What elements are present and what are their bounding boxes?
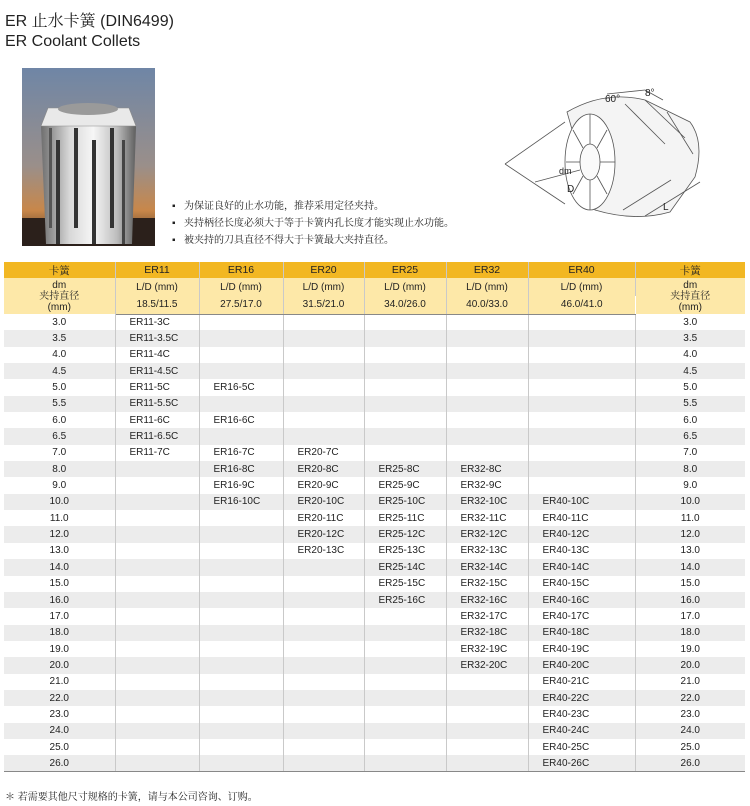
size-cell-left: 18.0 xyxy=(4,625,115,641)
part-number-cell: ER40-12C xyxy=(528,526,635,542)
table-row xyxy=(4,461,745,477)
part-number-cell xyxy=(115,755,199,771)
part-number-cell: ER11-4.5C xyxy=(115,363,199,379)
part-number-cell: ER32-10C xyxy=(446,494,528,510)
part-number-cell xyxy=(283,330,364,346)
table-row xyxy=(4,363,745,379)
part-number-cell xyxy=(115,674,199,690)
size-cell-left: 10.0 xyxy=(4,494,115,510)
part-number-cell xyxy=(115,625,199,641)
table-row xyxy=(4,674,745,690)
ld-label: L/D (mm) xyxy=(446,278,528,296)
part-number-cell: ER16-5C xyxy=(199,379,283,395)
part-number-cell: ER40-11C xyxy=(528,510,635,526)
ld-value: 46.0/41.0 xyxy=(528,296,635,314)
part-number-cell xyxy=(199,657,283,673)
size-cell-left: 7.0 xyxy=(4,445,115,461)
size-cell-right: 25.0 xyxy=(635,739,745,755)
part-number-cell: ER32-17C xyxy=(446,608,528,624)
part-number-cell: ER32-18C xyxy=(446,625,528,641)
part-number-cell xyxy=(364,396,446,412)
part-number-cell xyxy=(364,739,446,755)
part-number-cell: ER40-10C xyxy=(528,494,635,510)
ld-label: L/D (mm) xyxy=(283,278,364,296)
part-number-cell xyxy=(199,526,283,542)
size-cell-right: 22.0 xyxy=(635,690,745,706)
size-cell-left: 12.0 xyxy=(4,526,115,542)
table-row xyxy=(4,510,745,526)
table-row xyxy=(4,428,745,444)
size-cell-right: 3.5 xyxy=(635,330,745,346)
size-cell-left: 5.5 xyxy=(4,396,115,412)
part-number-cell xyxy=(446,363,528,379)
part-number-cell: ER20-7C xyxy=(283,445,364,461)
size-cell-left: 4.5 xyxy=(4,363,115,379)
part-number-cell xyxy=(364,706,446,722)
table-row xyxy=(4,379,745,395)
part-number-cell xyxy=(446,690,528,706)
angle-8-label: 8° xyxy=(645,88,655,99)
size-cell-right: 8.0 xyxy=(635,461,745,477)
part-number-cell xyxy=(199,739,283,755)
notes-list xyxy=(172,198,454,249)
part-number-cell xyxy=(199,706,283,722)
size-cell-right: 19.0 xyxy=(635,641,745,657)
left-collet-header: 卡簧 xyxy=(4,262,115,278)
part-number-cell: ER40-13C xyxy=(528,543,635,559)
size-cell-left: 6.0 xyxy=(4,412,115,428)
table-row xyxy=(4,625,745,641)
part-number-cell xyxy=(199,330,283,346)
part-number-cell: ER40-25C xyxy=(528,739,635,755)
page-title-cn: ER 止水卡簧 (DIN6499) xyxy=(5,13,174,30)
part-number-cell xyxy=(528,477,635,493)
ld-label: L/D (mm) xyxy=(199,278,283,296)
table-row xyxy=(4,412,745,428)
part-number-cell xyxy=(199,723,283,739)
part-number-cell xyxy=(283,706,364,722)
part-number-cell xyxy=(283,428,364,444)
footnote: ＊ 若需要其他尺寸规格的卡簧，请与本公司咨询、订购。 xyxy=(5,792,258,803)
series-header-er20: ER20 xyxy=(283,262,364,278)
part-number-cell xyxy=(199,592,283,608)
diameter-dm-label: dm xyxy=(559,166,572,176)
part-number-cell xyxy=(115,576,199,592)
size-cell-right: 7.0 xyxy=(635,445,745,461)
part-number-cell xyxy=(364,330,446,346)
part-number-cell xyxy=(283,608,364,624)
part-number-cell xyxy=(115,641,199,657)
part-number-cell xyxy=(199,559,283,575)
part-number-cell xyxy=(364,657,446,673)
part-number-cell xyxy=(283,657,364,673)
size-cell-right: 5.5 xyxy=(635,396,745,412)
size-cell-right: 5.0 xyxy=(635,379,745,395)
part-number-cell xyxy=(115,690,199,706)
size-cell-right: 6.5 xyxy=(635,428,745,444)
size-cell-left: 11.0 xyxy=(4,510,115,526)
part-number-cell xyxy=(528,461,635,477)
part-number-cell xyxy=(199,625,283,641)
part-number-cell xyxy=(446,755,528,771)
table-row xyxy=(4,739,745,755)
table-row xyxy=(4,559,745,575)
part-number-cell xyxy=(283,723,364,739)
part-number-cell xyxy=(446,706,528,722)
ld-label: L/D (mm) xyxy=(528,278,635,296)
collet-spec-table xyxy=(4,262,745,772)
part-number-cell xyxy=(528,428,635,444)
part-number-cell xyxy=(364,314,446,330)
part-number-cell xyxy=(446,412,528,428)
table-row xyxy=(4,494,745,510)
size-cell-left: 22.0 xyxy=(4,690,115,706)
part-number-cell: ER11-3.5C xyxy=(115,330,199,346)
note-item: ▪ 夹持柄径长度必须大于等于卡簧内孔长度才能实现止水功能。 xyxy=(172,215,454,232)
size-cell-right: 9.0 xyxy=(635,477,745,493)
size-cell-left: 19.0 xyxy=(4,641,115,657)
part-number-cell: ER20-9C xyxy=(283,477,364,493)
part-number-cell: ER16-8C xyxy=(199,461,283,477)
table-row xyxy=(4,592,745,608)
part-number-cell xyxy=(199,608,283,624)
part-number-cell xyxy=(283,363,364,379)
bullet-icon: ▪ xyxy=(172,218,176,229)
series-header-er11: ER11 xyxy=(115,262,199,278)
part-number-cell: ER40-14C xyxy=(528,559,635,575)
angle-60-label: 60° xyxy=(605,94,621,105)
size-cell-right: 11.0 xyxy=(635,510,745,526)
part-number-cell: ER20-13C xyxy=(283,543,364,559)
part-number-cell: ER40-19C xyxy=(528,641,635,657)
part-number-cell: ER16-10C xyxy=(199,494,283,510)
part-number-cell xyxy=(446,330,528,346)
part-number-cell: ER40-23C xyxy=(528,706,635,722)
part-number-cell: ER40-17C xyxy=(528,608,635,624)
part-number-cell: ER40-24C xyxy=(528,723,635,739)
part-number-cell xyxy=(115,608,199,624)
part-number-cell: ER40-26C xyxy=(528,755,635,771)
part-number-cell xyxy=(283,625,364,641)
ld-value: 18.5/11.5 xyxy=(115,296,199,314)
part-number-cell: ER32-12C xyxy=(446,526,528,542)
table-row xyxy=(4,347,745,363)
part-number-cell xyxy=(528,396,635,412)
part-number-cell xyxy=(364,347,446,363)
part-number-cell xyxy=(199,543,283,559)
part-number-cell xyxy=(115,526,199,542)
part-number-cell xyxy=(446,428,528,444)
ld-value: 27.5/17.0 xyxy=(199,296,283,314)
length-L-label: L xyxy=(663,202,669,213)
part-number-cell xyxy=(115,723,199,739)
page-title-en: ER Coolant Collets xyxy=(5,33,141,50)
part-number-cell xyxy=(446,314,528,330)
part-number-cell xyxy=(528,347,635,363)
ld-value: 40.0/33.0 xyxy=(446,296,528,314)
bullet-icon: ▪ xyxy=(172,235,176,246)
part-number-cell xyxy=(528,445,635,461)
size-cell-right: 12.0 xyxy=(635,526,745,542)
part-number-cell: ER32-14C xyxy=(446,559,528,575)
ld-value-row xyxy=(4,296,745,314)
part-number-cell xyxy=(283,755,364,771)
right-collet-header: 卡簧 xyxy=(635,262,745,278)
ld-label: L/D (mm) xyxy=(364,278,446,296)
part-number-cell xyxy=(364,379,446,395)
table-row xyxy=(4,314,745,330)
part-number-cell: ER20-11C xyxy=(283,510,364,526)
part-number-cell xyxy=(115,543,199,559)
size-cell-left: 3.5 xyxy=(4,330,115,346)
size-cell-left: 5.0 xyxy=(4,379,115,395)
part-number-cell: ER11-5C xyxy=(115,379,199,395)
part-number-cell: ER11-7C xyxy=(115,445,199,461)
part-number-cell: ER25-13C xyxy=(364,543,446,559)
part-number-cell xyxy=(528,314,635,330)
part-number-cell xyxy=(199,690,283,706)
size-cell-left: 25.0 xyxy=(4,739,115,755)
size-cell-right: 24.0 xyxy=(635,723,745,739)
size-cell-right: 20.0 xyxy=(635,657,745,673)
part-number-cell: ER32-15C xyxy=(446,576,528,592)
part-number-cell xyxy=(446,674,528,690)
part-number-cell: ER25-14C xyxy=(364,559,446,575)
part-number-cell xyxy=(364,723,446,739)
part-number-cell xyxy=(199,641,283,657)
part-number-cell: ER11-4C xyxy=(115,347,199,363)
part-number-cell xyxy=(446,379,528,395)
part-number-cell: ER40-18C xyxy=(528,625,635,641)
size-cell-left: 6.5 xyxy=(4,428,115,444)
table-row xyxy=(4,576,745,592)
part-number-cell xyxy=(283,396,364,412)
size-cell-right: 4.0 xyxy=(635,347,745,363)
part-number-cell xyxy=(115,706,199,722)
size-cell-left: 15.0 xyxy=(4,576,115,592)
left-size-header: dm 夹持直径 (mm) xyxy=(4,278,115,314)
size-cell-right: 3.0 xyxy=(635,314,745,330)
table-row xyxy=(4,723,745,739)
part-number-cell: ER25-11C xyxy=(364,510,446,526)
part-number-cell xyxy=(528,363,635,379)
part-number-cell xyxy=(283,592,364,608)
table-row xyxy=(4,445,745,461)
size-cell-right: 13.0 xyxy=(635,543,745,559)
part-number-cell xyxy=(283,576,364,592)
part-number-cell: ER20-12C xyxy=(283,526,364,542)
part-number-cell: ER25-15C xyxy=(364,576,446,592)
size-cell-right: 21.0 xyxy=(635,674,745,690)
part-number-cell: ER20-8C xyxy=(283,461,364,477)
series-header-er25: ER25 xyxy=(364,262,446,278)
part-number-cell xyxy=(283,690,364,706)
size-cell-right: 18.0 xyxy=(635,625,745,641)
size-cell-right: 23.0 xyxy=(635,706,745,722)
part-number-cell xyxy=(283,412,364,428)
part-number-cell: ER11-6.5C xyxy=(115,428,199,444)
part-number-cell xyxy=(283,739,364,755)
part-number-cell xyxy=(115,657,199,673)
series-header-er16: ER16 xyxy=(199,262,283,278)
part-number-cell: ER32-19C xyxy=(446,641,528,657)
table-row xyxy=(4,477,745,493)
part-number-cell xyxy=(446,347,528,363)
part-number-cell: ER25-9C xyxy=(364,477,446,493)
part-number-cell xyxy=(364,445,446,461)
size-cell-left: 23.0 xyxy=(4,706,115,722)
part-number-cell xyxy=(199,510,283,526)
part-number-cell xyxy=(528,330,635,346)
part-number-cell xyxy=(199,674,283,690)
ld-value: 34.0/26.0 xyxy=(364,296,446,314)
size-cell-left: 4.0 xyxy=(4,347,115,363)
part-number-cell xyxy=(446,445,528,461)
part-number-cell: ER32-13C xyxy=(446,543,528,559)
part-number-cell: ER16-9C xyxy=(199,477,283,493)
part-number-cell xyxy=(199,347,283,363)
size-cell-right: 15.0 xyxy=(635,576,745,592)
part-number-cell xyxy=(199,428,283,444)
table-row xyxy=(4,706,745,722)
part-number-cell xyxy=(199,363,283,379)
size-cell-left: 14.0 xyxy=(4,559,115,575)
part-number-cell: ER32-9C xyxy=(446,477,528,493)
part-number-cell xyxy=(364,674,446,690)
table-row xyxy=(4,755,745,771)
size-cell-right: 17.0 xyxy=(635,608,745,624)
size-cell-left: 13.0 xyxy=(4,543,115,559)
part-number-cell: ER40-15C xyxy=(528,576,635,592)
size-cell-left: 21.0 xyxy=(4,674,115,690)
part-number-cell xyxy=(364,608,446,624)
size-cell-right: 14.0 xyxy=(635,559,745,575)
collet-dimension-diagram xyxy=(495,82,725,222)
size-cell-left: 9.0 xyxy=(4,477,115,493)
size-cell-left: 26.0 xyxy=(4,755,115,771)
part-number-cell xyxy=(364,412,446,428)
table-row xyxy=(4,690,745,706)
part-number-cell xyxy=(446,396,528,412)
part-number-cell: ER32-11C xyxy=(446,510,528,526)
part-number-cell xyxy=(115,592,199,608)
size-cell-right: 16.0 xyxy=(635,592,745,608)
part-number-cell: ER20-10C xyxy=(283,494,364,510)
part-number-cell xyxy=(115,510,199,526)
part-number-cell xyxy=(283,559,364,575)
part-number-cell: ER25-10C xyxy=(364,494,446,510)
size-cell-left: 16.0 xyxy=(4,592,115,608)
part-number-cell: ER25-16C xyxy=(364,592,446,608)
part-number-cell: ER16-7C xyxy=(199,445,283,461)
bullet-icon: ▪ xyxy=(172,201,176,212)
size-cell-left: 3.0 xyxy=(4,314,115,330)
series-header-row xyxy=(4,262,745,278)
part-number-cell xyxy=(364,363,446,379)
part-number-cell: ER40-16C xyxy=(528,592,635,608)
part-number-cell xyxy=(528,412,635,428)
table-row xyxy=(4,608,745,624)
collet-photo xyxy=(22,68,155,246)
part-number-cell: ER40-22C xyxy=(528,690,635,706)
part-number-cell xyxy=(364,428,446,444)
part-number-cell: ER11-6C xyxy=(115,412,199,428)
table-row xyxy=(4,526,745,542)
table-row xyxy=(4,396,745,412)
series-header-er32: ER32 xyxy=(446,262,528,278)
size-cell-right: 26.0 xyxy=(635,755,745,771)
table-row xyxy=(4,543,745,559)
size-cell-left: 17.0 xyxy=(4,608,115,624)
size-cell-right: 6.0 xyxy=(635,412,745,428)
note-item: ▪ 为保证良好的止水功能，推荐采用定径夹持。 xyxy=(172,198,454,215)
part-number-cell xyxy=(199,576,283,592)
part-number-cell xyxy=(283,379,364,395)
part-number-cell: ER32-20C xyxy=(446,657,528,673)
part-number-cell: ER40-20C xyxy=(528,657,635,673)
part-number-cell: ER40-21C xyxy=(528,674,635,690)
part-number-cell: ER32-8C xyxy=(446,461,528,477)
table-row xyxy=(4,641,745,657)
size-cell-left: 20.0 xyxy=(4,657,115,673)
part-number-cell xyxy=(115,494,199,510)
series-header-er40: ER40 xyxy=(528,262,635,278)
part-number-cell xyxy=(446,723,528,739)
ld-label: L/D (mm) xyxy=(115,278,199,296)
part-number-cell xyxy=(364,755,446,771)
ld-value: 31.5/21.0 xyxy=(283,296,364,314)
diameter-D-label: D xyxy=(567,184,575,195)
part-number-cell xyxy=(283,347,364,363)
size-cell-right: 10.0 xyxy=(635,494,745,510)
part-number-cell xyxy=(528,379,635,395)
part-number-cell: ER16-6C xyxy=(199,412,283,428)
part-number-cell xyxy=(115,477,199,493)
size-cell-left: 8.0 xyxy=(4,461,115,477)
table-row xyxy=(4,657,745,673)
right-size-header: dm 夹持直径 (mm) xyxy=(635,278,745,314)
part-number-cell xyxy=(283,641,364,657)
part-number-cell: ER11-3C xyxy=(115,314,199,330)
part-number-cell xyxy=(115,461,199,477)
part-number-cell xyxy=(199,396,283,412)
part-number-cell xyxy=(199,755,283,771)
part-number-cell xyxy=(364,625,446,641)
part-number-cell xyxy=(364,641,446,657)
part-number-cell: ER25-12C xyxy=(364,526,446,542)
part-number-cell: ER32-16C xyxy=(446,592,528,608)
part-number-cell xyxy=(446,739,528,755)
table-row xyxy=(4,330,745,346)
part-number-cell: ER11-5.5C xyxy=(115,396,199,412)
part-number-cell xyxy=(115,559,199,575)
size-cell-left: 24.0 xyxy=(4,723,115,739)
part-number-cell xyxy=(283,314,364,330)
part-number-cell xyxy=(199,314,283,330)
part-number-cell: ER25-8C xyxy=(364,461,446,477)
ld-label-row xyxy=(4,278,745,296)
part-number-cell xyxy=(115,739,199,755)
spec-table-body xyxy=(4,314,745,772)
part-number-cell xyxy=(283,674,364,690)
note-item: ▪ 被夹持的刀具直径不得大于卡簧最大夹持直径。 xyxy=(172,232,454,249)
part-number-cell xyxy=(364,690,446,706)
size-cell-right: 4.5 xyxy=(635,363,745,379)
